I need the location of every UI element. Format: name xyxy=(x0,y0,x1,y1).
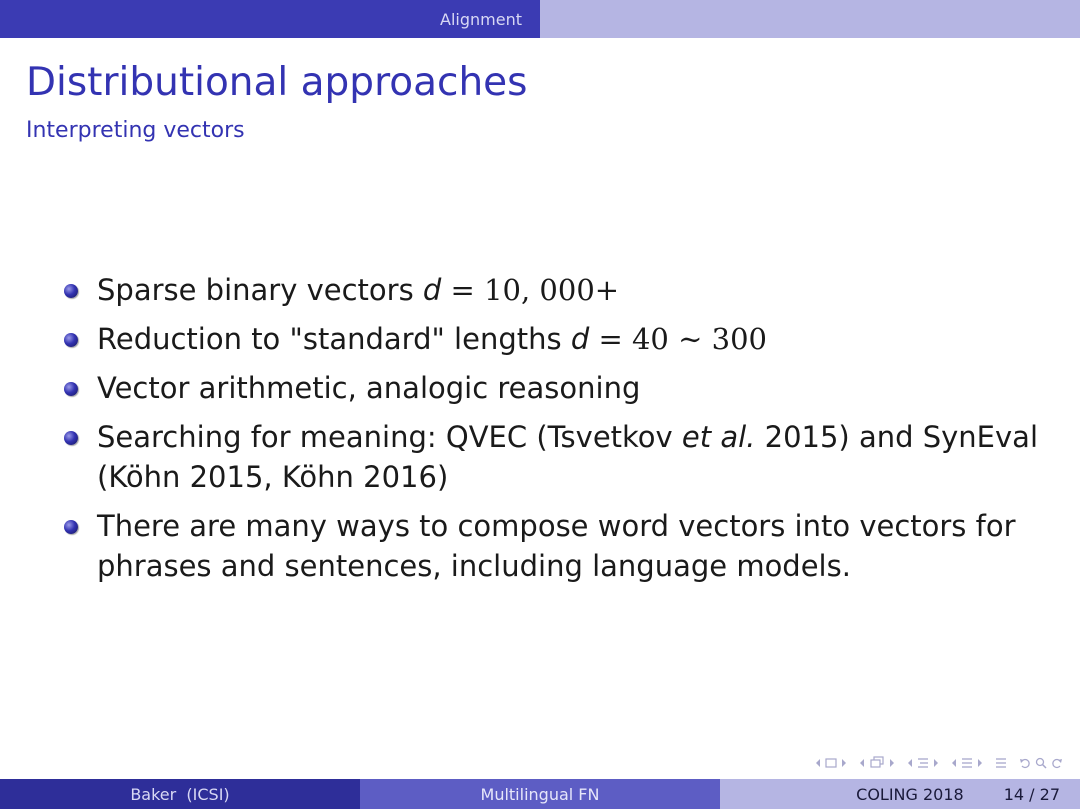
bullet-text: d xyxy=(422,273,442,307)
toc-icon[interactable] xyxy=(994,756,1008,770)
bullet-text: d xyxy=(570,322,590,356)
search-nav xyxy=(1018,756,1064,770)
bullet-text: Reduction to "standard" lengths xyxy=(97,322,571,356)
frame-nav xyxy=(814,757,848,769)
section-forward-icon[interactable] xyxy=(932,757,940,769)
bullet-marker-icon xyxy=(64,520,78,534)
bullet-marker-icon xyxy=(64,333,78,347)
footer-title[interactable] xyxy=(360,779,720,809)
bullet-text: = 40 ∼ 300 xyxy=(589,322,767,356)
footer-title-text: Multilingual FN xyxy=(480,784,600,804)
frame-forward-icon[interactable] xyxy=(840,757,848,769)
undo-icon[interactable] xyxy=(1018,756,1032,770)
section-back-icon[interactable] xyxy=(906,757,914,769)
section-icon xyxy=(916,756,930,770)
bullet-text: Sparse binary vectors xyxy=(97,273,423,307)
search-icon[interactable] xyxy=(1034,756,1048,770)
frame-title: Distributional approaches xyxy=(26,60,528,105)
toc-nav xyxy=(994,756,1008,770)
document-icon xyxy=(960,756,974,770)
document-nav xyxy=(950,756,984,770)
footer-bar xyxy=(0,779,1080,809)
footer-info xyxy=(720,779,1080,809)
frame-icon xyxy=(824,757,838,769)
bullet-text: Searching for meaning: QVEC (Tsvetkov xyxy=(97,420,682,454)
frame-back-icon[interactable] xyxy=(814,757,822,769)
footer-venue: COLING 2018 xyxy=(856,784,964,804)
bullet-item xyxy=(60,319,1060,359)
bullet-text: = 10, 000+ xyxy=(441,273,620,307)
header-section-nav xyxy=(0,0,540,38)
section-nav xyxy=(906,756,940,770)
frame-subtitle: Interpreting vectors xyxy=(26,118,245,143)
document-forward-icon[interactable] xyxy=(976,757,984,769)
footer-author-text: Baker (ICSI) xyxy=(130,784,230,804)
bullet-item xyxy=(60,270,1060,310)
bullet-item xyxy=(60,417,1060,497)
bullet-marker-icon xyxy=(64,431,78,445)
subsection-nav xyxy=(858,756,896,770)
bullet-text: 2015) and SynEval (Köhn 2015, Köhn 2016) xyxy=(97,420,1039,494)
document-back-icon[interactable] xyxy=(950,757,958,769)
section-name[interactable]: Alignment xyxy=(440,9,522,29)
footer-page-number: 14 / 27 xyxy=(1003,784,1060,804)
subsection-back-icon[interactable] xyxy=(858,757,866,769)
bullet-text: et al. xyxy=(681,420,756,454)
bullet-list xyxy=(60,270,1060,595)
bullet-item xyxy=(60,368,1060,408)
bullet-marker-icon xyxy=(64,284,78,298)
bullet-marker-icon xyxy=(64,382,78,396)
bullet-text: Vector arithmetic, analogic reasoning xyxy=(97,371,641,405)
header-bar xyxy=(0,0,1080,38)
redo-icon[interactable] xyxy=(1050,756,1064,770)
subsection-forward-icon[interactable] xyxy=(888,757,896,769)
bullet-item xyxy=(60,506,1060,586)
bullet-text: There are many ways to compose word vectors into vectors for phrases and sentences, including language models. xyxy=(97,509,1016,583)
subsection-icon xyxy=(868,756,886,770)
footer-author[interactable] xyxy=(0,779,360,809)
header-subsection-nav xyxy=(540,0,1080,38)
navigation-symbols xyxy=(814,752,1070,774)
